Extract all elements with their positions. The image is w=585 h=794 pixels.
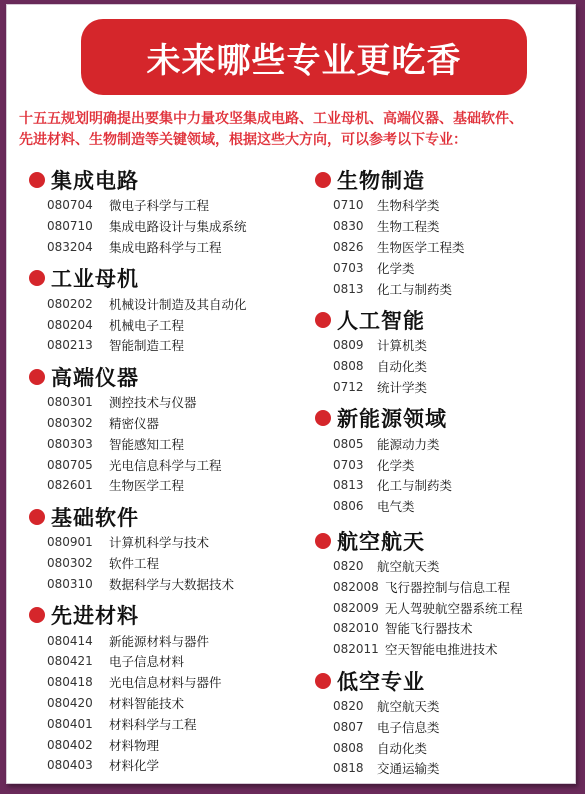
major-code: 080402 <box>47 737 93 752</box>
major-code: 080213 <box>47 338 93 353</box>
intro-line: 十五五规划明确提出要集中力量攻坚集成电路、工业母机、高端仪器、基础软件、 <box>19 111 523 127</box>
major-name: 测控技术与仪器 <box>109 395 197 411</box>
major-code: 0820 <box>333 558 364 573</box>
major-name: 化学类 <box>377 260 415 276</box>
major-row <box>29 630 299 651</box>
major-name: 计算机类 <box>377 338 428 354</box>
major-name: 生物医学工程 <box>109 478 185 494</box>
major-code: 0703 <box>333 457 364 472</box>
bullet-dot-icon <box>29 172 45 188</box>
major-row <box>29 433 299 454</box>
major-code: 083204 <box>47 239 93 254</box>
major-row <box>315 716 576 737</box>
intro-text <box>19 109 576 151</box>
major-name: 数据科学与大数据技术 <box>109 576 235 592</box>
major-row <box>315 433 576 454</box>
bullet-dot-icon <box>315 172 331 188</box>
major-row <box>29 216 299 237</box>
major-code: 080421 <box>47 654 93 669</box>
major-name: 集成电路科学与工程 <box>109 239 222 255</box>
section-title: 航空航天 <box>337 528 425 554</box>
major-name: 电气类 <box>377 499 415 515</box>
major-code: 080303 <box>47 436 93 451</box>
major-name: 计算机科学与技术 <box>109 535 210 551</box>
major-row <box>29 392 299 413</box>
major-row <box>315 335 576 356</box>
major-name: 统计学类 <box>377 379 428 395</box>
major-row <box>29 293 299 314</box>
section-title: 人工智能 <box>337 307 425 333</box>
major-name: 航空航天类 <box>377 558 440 574</box>
bullet-dot-icon <box>29 607 45 623</box>
major-section <box>29 600 299 776</box>
major-code: 080420 <box>47 695 93 710</box>
major-section <box>315 165 576 299</box>
major-code: 080301 <box>47 395 93 410</box>
major-name: 软件工程 <box>109 555 160 571</box>
major-row <box>315 576 576 597</box>
major-name: 自动化类 <box>377 740 428 756</box>
major-code: 080710 <box>47 219 93 234</box>
major-code: 080401 <box>47 716 93 731</box>
major-row <box>315 216 576 237</box>
major-row <box>315 737 576 758</box>
section-header <box>29 263 299 293</box>
bullet-dot-icon <box>315 410 331 426</box>
major-row <box>29 314 299 335</box>
bullet-dot-icon <box>29 509 45 525</box>
major-name: 生物工程类 <box>377 219 440 235</box>
major-row <box>29 475 299 496</box>
major-section <box>315 526 576 660</box>
major-name: 微电子科学与工程 <box>109 198 210 214</box>
major-name: 化学类 <box>377 457 415 473</box>
major-row <box>315 618 576 639</box>
major-code: 0710 <box>333 198 364 213</box>
major-row <box>315 195 576 216</box>
major-row <box>315 237 576 258</box>
major-code: 0809 <box>333 338 364 353</box>
major-row <box>315 278 576 299</box>
major-code: 080418 <box>47 675 93 690</box>
major-name: 无人驾驶航空器系统工程 <box>385 600 523 616</box>
section-header <box>29 600 299 630</box>
major-row <box>29 713 299 734</box>
major-row <box>29 413 299 434</box>
major-row <box>315 454 576 475</box>
bullet-dot-icon <box>315 533 331 549</box>
major-code: 080310 <box>47 576 93 591</box>
major-row <box>29 693 299 714</box>
major-row <box>29 532 299 553</box>
major-code: 080414 <box>47 633 93 648</box>
major-name: 材料科学与工程 <box>109 716 197 732</box>
major-code: 080202 <box>47 296 93 311</box>
major-name: 机械设计制造及其自动化 <box>109 296 247 312</box>
major-name: 能源动力类 <box>377 436 440 452</box>
major-row <box>315 696 576 717</box>
major-section <box>315 305 576 397</box>
major-code: 080901 <box>47 535 93 550</box>
title-banner <box>81 19 527 95</box>
major-code: 0808 <box>333 740 364 755</box>
major-name: 生物医学工程类 <box>377 239 465 255</box>
major-code: 0805 <box>333 436 364 451</box>
document-page <box>6 4 576 784</box>
major-code: 082009 <box>333 600 379 615</box>
major-row <box>315 597 576 618</box>
major-row <box>315 758 576 779</box>
section-header <box>315 403 576 433</box>
major-row <box>29 237 299 258</box>
major-row <box>29 195 299 216</box>
major-section <box>315 403 576 516</box>
major-name: 材料智能技术 <box>109 695 185 711</box>
major-code: 0813 <box>333 281 364 296</box>
major-row <box>29 335 299 356</box>
major-name: 精密仪器 <box>109 415 160 431</box>
major-name: 电子信息类 <box>377 719 440 735</box>
major-row <box>29 454 299 475</box>
major-name: 航空航天类 <box>377 698 440 714</box>
section-header <box>29 502 299 532</box>
major-row <box>29 651 299 672</box>
major-code: 0808 <box>333 359 364 374</box>
major-code: 082011 <box>333 642 379 657</box>
major-row <box>315 257 576 278</box>
section-title: 先进材料 <box>51 603 139 629</box>
major-name: 新能源材料与器件 <box>109 633 210 649</box>
major-name: 材料化学 <box>109 758 160 774</box>
major-row <box>315 475 576 496</box>
section-title: 集成电路 <box>51 168 139 193</box>
major-code: 0820 <box>333 698 364 713</box>
major-name: 化工与制药类 <box>377 478 453 494</box>
major-code: 0712 <box>333 379 364 394</box>
section-header <box>315 305 576 335</box>
section-header <box>29 165 299 195</box>
major-code: 0813 <box>333 478 364 493</box>
section-title: 低空专业 <box>337 668 425 694</box>
section-header <box>315 165 576 195</box>
major-section <box>29 362 299 496</box>
major-name: 空天智能电推进技术 <box>385 642 498 658</box>
major-name: 飞行器控制与信息工程 <box>385 579 511 595</box>
major-section <box>29 263 299 355</box>
major-code: 080704 <box>47 198 93 213</box>
section-header <box>315 666 576 696</box>
page-title: 未来哪些专业更吃香 <box>146 40 462 81</box>
major-code: 0830 <box>333 219 364 234</box>
bullet-dot-icon <box>29 369 45 385</box>
major-section <box>315 666 576 779</box>
major-name: 化工与制药类 <box>377 281 453 297</box>
major-name: 智能飞行器技术 <box>385 621 473 637</box>
major-name: 交通运输类 <box>377 761 440 777</box>
major-row <box>29 672 299 693</box>
section-title: 新能源领域 <box>337 406 447 432</box>
major-code: 080204 <box>47 317 93 332</box>
section-title: 高端仪器 <box>51 364 139 390</box>
major-name: 智能制造工程 <box>109 338 185 354</box>
major-name: 智能感知工程 <box>109 436 185 452</box>
major-code: 082008 <box>333 579 379 594</box>
major-section <box>29 502 299 594</box>
major-code: 080705 <box>47 457 93 472</box>
bullet-dot-icon <box>315 673 331 689</box>
intro-line: 先进材料、生物制造等关键领域，根据这些大方向，可以参考以下专业： <box>19 132 467 148</box>
major-row <box>29 755 299 776</box>
section-title: 工业母机 <box>51 266 139 292</box>
major-row <box>315 556 576 577</box>
major-code: 0826 <box>333 239 364 254</box>
major-code: 080302 <box>47 415 93 430</box>
major-row <box>315 496 576 517</box>
major-code: 0806 <box>333 499 364 514</box>
section-header <box>29 362 299 392</box>
major-row <box>29 573 299 594</box>
section-header <box>315 526 576 556</box>
major-code: 080403 <box>47 758 93 773</box>
major-code: 080302 <box>47 555 93 570</box>
major-section <box>29 165 299 257</box>
left-column <box>29 165 299 776</box>
bullet-dot-icon <box>315 312 331 328</box>
major-code: 0818 <box>333 761 364 776</box>
major-code: 0703 <box>333 260 364 275</box>
major-code: 0807 <box>333 719 364 734</box>
section-title: 基础软件 <box>51 504 139 530</box>
section-title: 生物制造 <box>337 168 425 193</box>
major-name: 集成电路设计与集成系统 <box>109 219 247 235</box>
major-name: 光电信息材料与器件 <box>109 675 222 691</box>
major-row <box>315 356 576 377</box>
major-code: 082601 <box>47 478 93 493</box>
major-row <box>315 377 576 398</box>
bullet-dot-icon <box>29 270 45 286</box>
major-name: 电子信息材料 <box>109 654 185 670</box>
major-name: 生物科学类 <box>377 198 440 214</box>
major-name: 自动化类 <box>377 359 428 375</box>
major-row <box>29 553 299 574</box>
major-row <box>315 639 576 660</box>
major-name: 材料物理 <box>109 737 160 753</box>
major-row <box>29 734 299 755</box>
right-column <box>315 165 576 779</box>
major-name: 机械电子工程 <box>109 317 185 333</box>
major-code: 082010 <box>333 621 379 636</box>
major-name: 光电信息科学与工程 <box>109 457 222 473</box>
